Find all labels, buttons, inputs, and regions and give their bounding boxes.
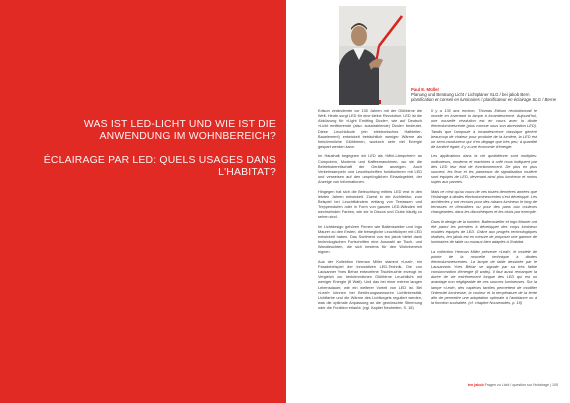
headline-de: WAS IST LED-LICHT UND WIE IST DIE ANWENDUNG IM WOHNBEREICH? <box>83 119 276 142</box>
paragraph: Im Haushalt begegnen wir LED als «Mini-Lämpchen» an Computern, Modems und Kaffeemaschinen, wo sie die Betriebsbereitschaft der Geräte anzeigen. Auch Verkehrsampeln und Leuchtschriften funktionieren mit LED und verweisen auf den ursprünglichen Einsatzgebiet, der Anzeige von Informationen. <box>318 154 422 185</box>
portrait-photo <box>339 6 406 105</box>
footer-text: Fragen zu Licht / question sur l'éclairage <box>484 383 550 387</box>
paragraph: Hingegen hat sich die Beleuchtung mittels LED erst in den letzten Jahren entwickelt. Zuerst in der Architektur, zum Beispiel bei Leuchtbändern entlang von Terrassen und Treppenstufen oder in Form von ganzen LED-Wänden mit wechselnden Farben, wie sie in Discos und Clubs häufig zu sehen sind. <box>318 189 422 220</box>
caption-role-de: Planung und Beratung Licht / Lichtplaner SLG / bei jakob Bern <box>411 92 530 98</box>
caption-name: Paul E. Müller <box>411 87 440 92</box>
footer-brand: ten jakob <box>467 383 484 387</box>
headline <box>26 119 276 178</box>
caption-role-fr: planification et conseil en luminaires / planificateur en éclairage SLG / Berne <box>411 97 556 103</box>
page-number: 105 <box>552 383 558 387</box>
paragraph: Les applications dans la vie quotidienne sont multiples: ordinateurs, modems et machines à café nous indiquent par des LED leur état de fonctionnement. De plus en plus souvent, les feux et les panneaux de signalisation routière sont équipés de LED, devenant ainsi plus lumineux et moins sujets aux pannes. <box>431 154 537 185</box>
paragraph: La collection Herman Miller présente «Leaf», le modèle de pointe de la nouvelle technique à diodes électroluminescentes. La lampe de table dessinée par le Lausannois Yves Béhar se signale par sa très faible consommation d'énergie (8 watts). Il faut aussi remarquer la durée de vie extrêmement longue des LED qui est un avantage non négligeable de ces sources lumineuses. Sur la lampe «Leaf», des capteurs tactiles permettent de modifier l'intensité lumineuse, la couleur et la température de la lente afin de permettre une adaptation optimale à l'ambiance ou à la fonction souhaitée. (cf. chapitre Nouveautés, p. 18) <box>431 249 537 306</box>
paragraph: Il y a 130 ans environ, Thomas Edison révolutionnait le monde en inventant la lampe à incandescence. Aujourd'hui, une nouvelle révolution est en cours avec la diode électroluminescente (plus connue sous son abréviation LED). Tandis que l'ampoule à incandescence classique génère beaucoup de chaleur pour produire de la lumière, la LED est un semi-conducteur qui n'en dégage que très peu; à quantité de lumière égale, il y a une économie d'énergie. <box>431 109 537 150</box>
paragraph: Mais ce n'est qu'au cours de ces toutes dernières années que l'éclairage à diodes électroluminescentes s'est développé. Les architectes y ont recours pour des rubans lumineux le long de terrasses et d'escaliers ou pour des pans aux couleurs changeantes, dans les discothèques et les clubs par exemple. <box>431 189 537 215</box>
photo-caption <box>411 87 561 103</box>
text-column-german <box>318 109 422 316</box>
paragraph: Im Lichtdesign gehören Firmen wie Baltensweiler und Ingo Maurer zu den Ersten, die bewegliche Leuchtkörper mit LED entwickelt haben. Das Sortiment von ten jakob bietet dank technologischen Fortschritten eine Auswahl an Tisch- und Wandleuchten, die sich bestens für den Wohnbereich eignen. <box>318 224 422 255</box>
footer-separator: | <box>550 383 551 387</box>
page-footer <box>440 383 558 387</box>
paragraph: Edison verändernte vor 130 Jahren mit der Glühbirne die Welt. Heute sorgt LED für eine kleine Revolution. LED ist die Abkürzung für «Light Emitting Diode», wie auf Deutsch «Licht emittierende (also: ausstrahlende) Diode» bedeutet. Diese Leuchtdiode (ein elektronisches Halbleiter-Bauelement) entwickelt beträchtlich weniger Wärme als herkömmliche Glühbirnen, wodurch sehr viel Energie gespart werden kann. <box>318 109 422 150</box>
paragraph: Aus der Kollektion Herman Miller stammt «Leaf», ein Paradebeispiel der innovativen LED-Technik. Die von Lausanner Yves Béhar entworfene Tischleuchte erzeugt im Vergleich zur herkömmlichen Glühbirne Leuchtlicht mit weniger Energie (8 Watt). Und das bei einer extrem langen Lebensdauer, wie ein weiterer Vorteil von LED ist. Bei «Leaf» können bei Berührungssensoren Lichtintensität, Lichtfarbe und die Wärme des Lichtkegels reguliert werden, was die optimale Anpassung an die gewünschte Stimmung oder die Funktion erlaubt. (vgl. Kapitel Neuheiten, S. 18) <box>318 259 422 311</box>
headline-fr: ÉCLAIRAGE PAR LED: QUELS USAGES DANS L'HABITAT? <box>43 155 276 178</box>
text-column-french <box>431 109 537 310</box>
paragraph: Dans le design de la lumière, Baltensweiler et Ingo Maurer ont été parmi les premiers à développer des corps lumineux mobiles équipés de LED. Grâce aux progrès technologiques réalisés, ten jakob est en mesure de proposer une gamme de luminaires de table ou muraux bien adaptés à l'habitat. <box>431 219 537 245</box>
